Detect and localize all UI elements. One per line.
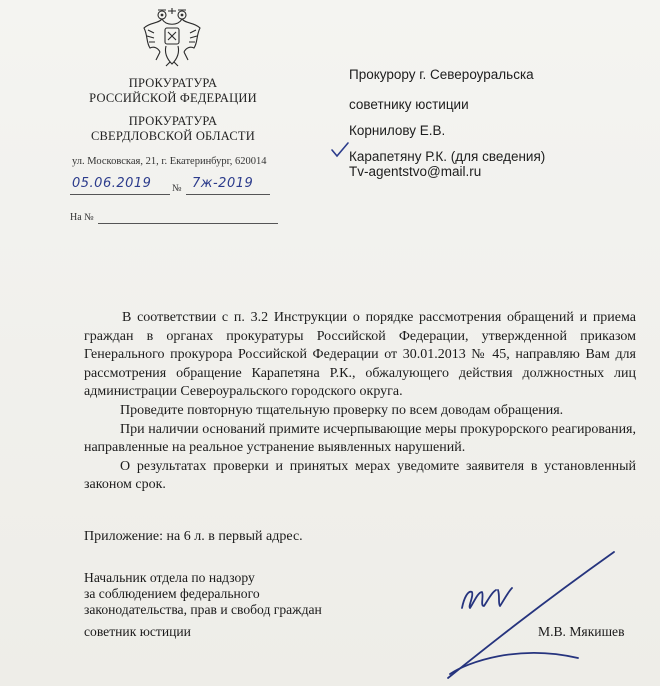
attachment-note: Приложение: на 6 л. в первый адрес. xyxy=(84,529,303,544)
reference-label: На № xyxy=(70,212,94,223)
number-underline xyxy=(186,194,270,195)
signatory-title-line-2: за соблюдением федерального xyxy=(84,586,260,601)
reference-underline xyxy=(98,223,278,224)
suborg-name xyxy=(70,114,276,144)
date-number-line xyxy=(70,176,270,200)
signatory-title-line-3: законодательства, прав и свобод граждан xyxy=(84,602,322,617)
org-name xyxy=(70,76,276,106)
signatory-title-line-1: Начальник отдела по надзору xyxy=(84,570,255,585)
body-paragraph-4: О результатах проверки и принятых мерах уведомите заявителя в установленный законом срок. xyxy=(84,458,636,493)
suborg-line-1: ПРОКУРАТУРА xyxy=(128,114,218,128)
checkmark-icon xyxy=(330,141,350,159)
org-address: ул. Московская, 21, г. Екатеринбург, 620014 xyxy=(72,156,267,167)
handwritten-number: 7ж-2019 xyxy=(192,176,254,191)
recipient-line-1: Прокурору г. Североуральска xyxy=(349,67,534,82)
body-paragraph-1: В соответствии с п. 3.2 Инструкции о порядке рассмотрения обращений и приема граждан в органах прокуратуры Российской Федерации, утвержденной приказом Генерального прокурора Российской Федерации от 30.01.2013 № 45, направляю Вам для рассмотрения обращение Карапетяна Р.К., обжалующего действия должностных лиц администрации Североуральского городского округа. xyxy=(84,310,636,400)
org-line-2: РОССИЙСКОЙ ФЕДЕРАЦИИ xyxy=(89,91,257,105)
signatory-name: М.В. Мякишев xyxy=(538,624,625,639)
recipient-line-3: Корнилову Е.В. xyxy=(349,123,446,138)
handwritten-date: 05.06.2019 xyxy=(72,176,152,191)
recipient-line-4: Карапетяну Р.К. (для сведения) xyxy=(349,149,546,164)
signatory-rank: советник юстиции xyxy=(84,624,191,639)
signatory-title xyxy=(84,570,322,618)
suborg-line-2: СВЕРДЛОВСКОЙ ОБЛАСТИ xyxy=(90,129,255,143)
letter-body xyxy=(84,309,636,495)
reference-line xyxy=(70,210,280,226)
recipient-email: Tv-agentstvo@mail.ru xyxy=(349,164,482,179)
coat-of-arms-icon xyxy=(140,6,204,68)
recipient-line-2: советнику юстиции xyxy=(349,97,469,112)
org-line-1: ПРОКУРАТУРА xyxy=(128,76,218,90)
handwritten-signature xyxy=(428,546,618,682)
date-underline xyxy=(70,194,170,195)
number-label: № xyxy=(172,183,182,194)
body-paragraph-3: При наличии оснований примите исчерпывающие меры прокурорского реагирования, направленные на реальное устранение выявленных нарушений. xyxy=(84,421,636,456)
body-paragraph-2: Проведите повторную тщательную проверку по всем доводам обращения. xyxy=(120,402,564,418)
